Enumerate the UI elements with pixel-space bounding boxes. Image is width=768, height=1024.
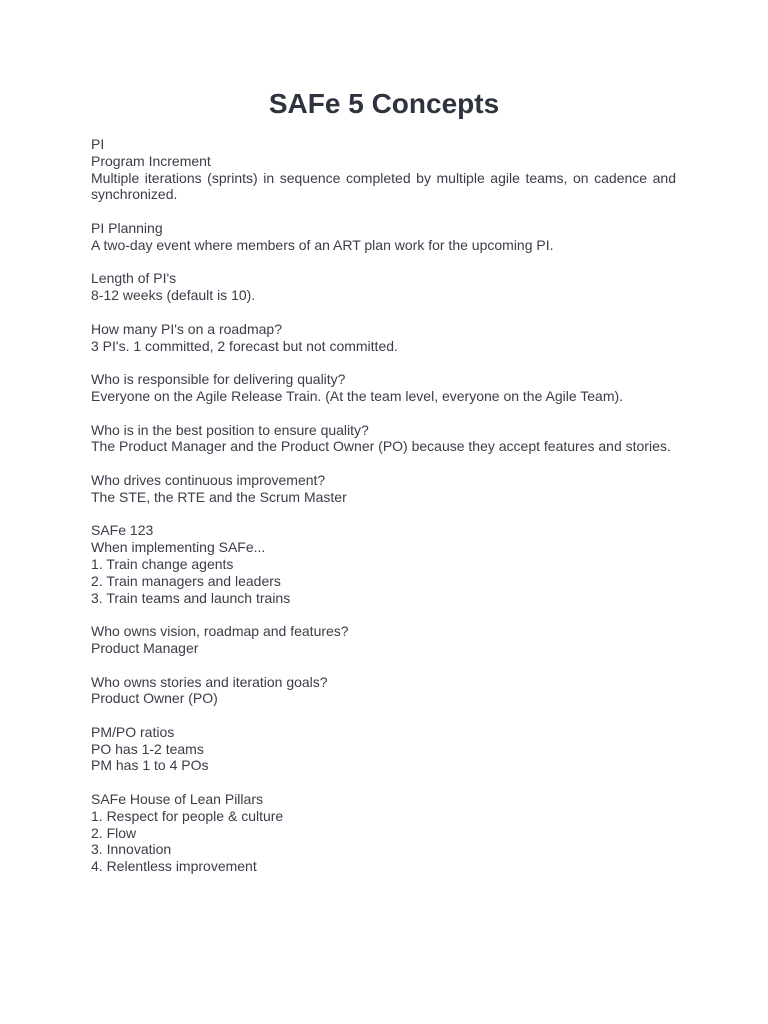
list-item: 1. Train change agents: [91, 555, 234, 572]
section-pm-po-ratios: [91, 724, 676, 774]
page-title: SAFe 5 Concepts: [268, 88, 500, 119]
section-length-of-pis: [91, 270, 676, 304]
section-delivering-quality: [91, 371, 676, 405]
section-line: A two-day event where members of an ART plan work for the upcoming PI.: [91, 236, 554, 253]
list-item: 2. Train managers and leaders: [91, 572, 281, 589]
section-paragraph: The Product Manager and the Product Owner (PO) because they accept features and stories.: [91, 438, 671, 455]
list-item: 2. Flow: [91, 824, 137, 841]
section-heading: PM/PO ratios: [91, 723, 175, 740]
section-heading: Length of PI's: [91, 270, 177, 287]
section-pis-on-roadmap: [91, 321, 676, 355]
section-heading: Who owns stories and iteration goals?: [91, 673, 328, 690]
section-vision-owner: [91, 623, 676, 657]
section-heading: PI Planning: [91, 219, 163, 236]
section-pi-planning: [91, 220, 676, 254]
section-heading: Who owns vision, roadmap and features?: [91, 623, 349, 640]
list-item: 3. Train teams and launch trains: [91, 589, 291, 606]
section-line: The STE, the RTE and the Scrum Master: [91, 488, 347, 505]
section-ensure-quality: [91, 422, 676, 456]
list-item: 1. Respect for people & culture: [91, 807, 284, 824]
section-heading: Who is responsible for delivering quality?: [91, 371, 346, 388]
section-paragraph: Everyone on the Agile Release Train. (At the team level, everyone on the Agile Team).: [91, 387, 624, 404]
section-line: Product Owner (PO): [91, 690, 218, 707]
document-body: [91, 136, 676, 892]
section-line: 8-12 weeks (default is 10).: [91, 287, 256, 304]
section-line: 3 PI's. 1 committed, 2 forecast but not committed.: [91, 337, 398, 354]
section-line: When implementing SAFe...: [91, 539, 266, 556]
section-continuous-improvement: [91, 472, 676, 506]
section-lean-pillars: [91, 791, 676, 875]
section-line: Product Manager: [91, 639, 199, 656]
section-heading: PI: [91, 136, 105, 152]
list-item: 4. Relentless improvement: [91, 858, 257, 875]
section-heading: SAFe 123: [91, 522, 154, 539]
section-paragraph: Multiple iterations (sprints) in sequence completed by multiple agile teams, on cadence and synchronized.: [91, 169, 676, 203]
section-line: PO has 1-2 teams: [91, 740, 204, 757]
section-stories-owner: [91, 674, 676, 708]
section-heading: Who is in the best position to ensure quality?: [91, 421, 369, 438]
section-line: Program Increment: [91, 152, 211, 169]
section-line: PM has 1 to 4 POs: [91, 757, 209, 774]
section-safe-123: [91, 522, 676, 606]
section-heading: How many PI's on a roadmap?: [91, 320, 282, 337]
section-heading: SAFe House of Lean Pillars: [91, 791, 263, 808]
section-pi: [91, 136, 676, 203]
section-heading: Who drives continuous improvement?: [91, 471, 326, 488]
list-item: 3. Innovation: [91, 841, 172, 858]
